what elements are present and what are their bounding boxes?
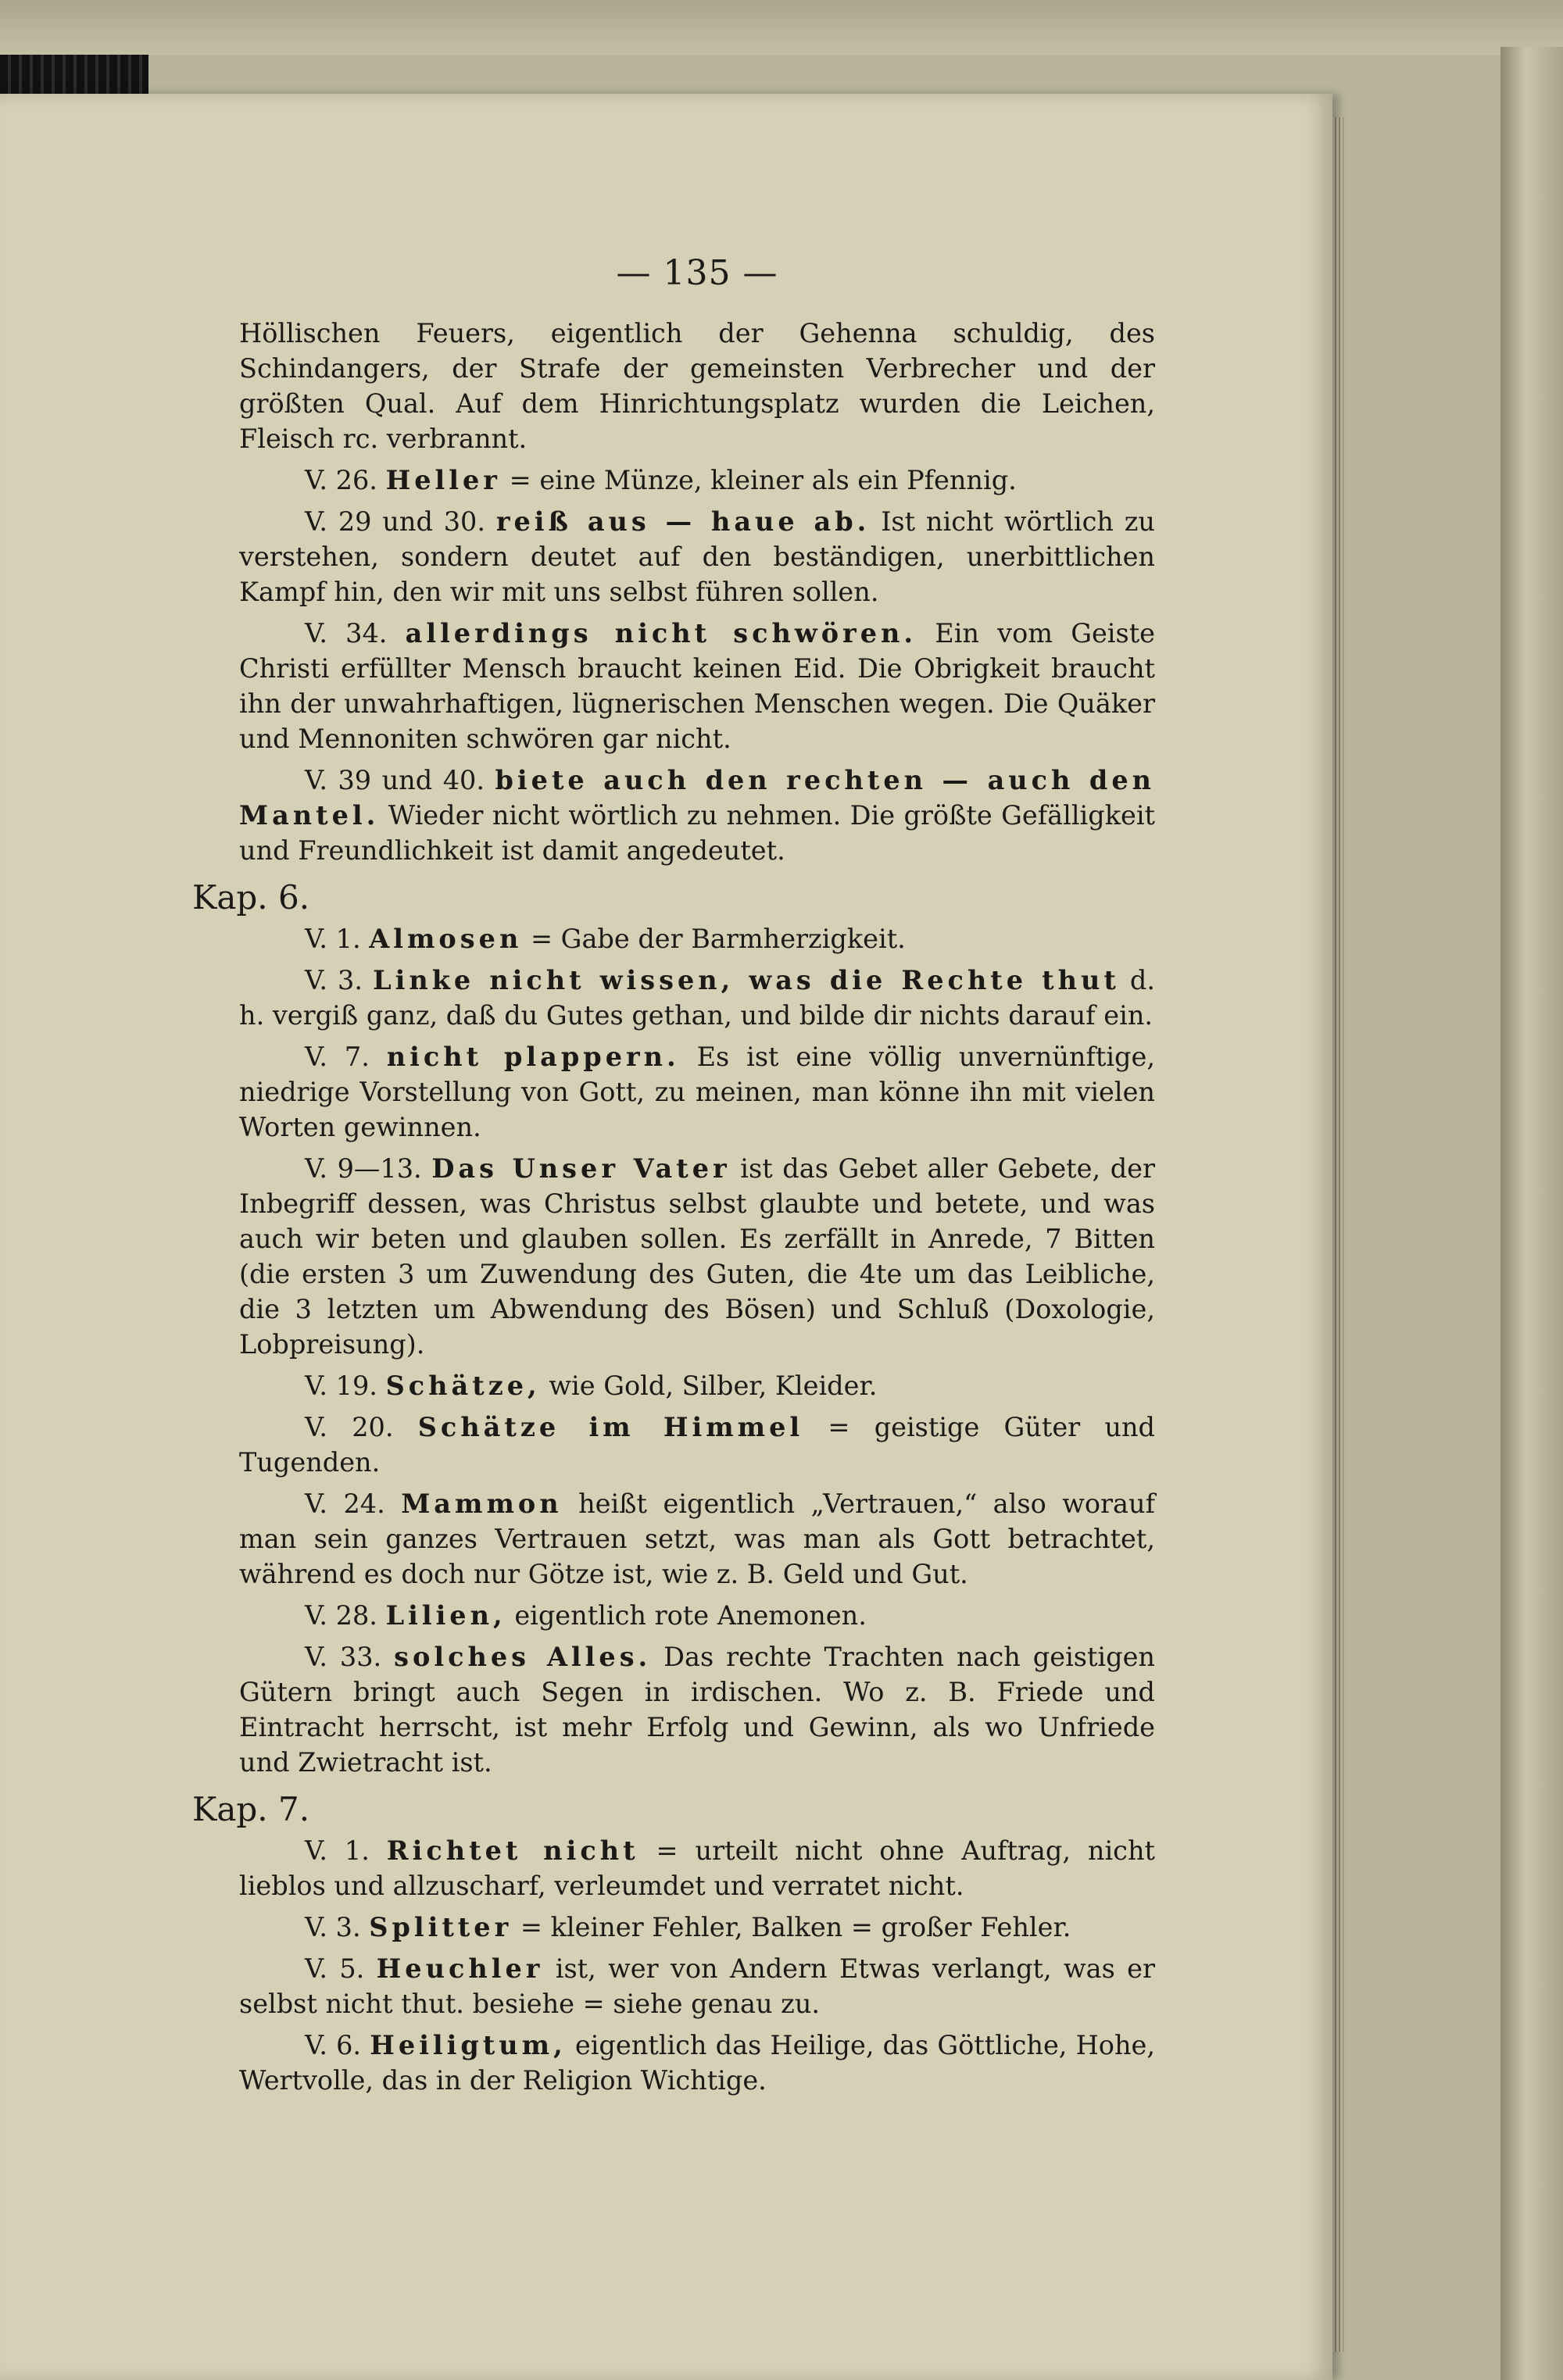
verse-note: V. 1. Almosen = Gabe der Barmherzigkeit.: [305, 924, 906, 954]
verse-note: V. 26. Heller = eine Münze, kleiner als ein Pfennig.: [305, 465, 1017, 495]
verse-note: V. 20. Schätze im Himmel = geistige Güter und Tugenden.: [239, 1412, 1156, 1478]
chapter-heading: Kap. 7.: [192, 1790, 310, 1828]
page-edge: [1332, 117, 1343, 2352]
verse-note: V. 5. Heuchler ist, wer von Andern Etwas verlangt, was er selbst nicht thut. besiehe = siehe genau zu.: [239, 1953, 1155, 2019]
paragraph: Höllischen Feuers, eigentlich der Gehenna schuldig, des Schindangers, der Strafe der gemeinsten Verbrecher und der größten Qual. Auf dem Hinrichtungsplatz wurden die Leichen, Fleisch rc. verbrannt.: [239, 318, 1155, 454]
verse-note: V. 7. nicht plappern. Es ist eine völlig unvernünftige, niedrige Vorstellung von Gott, zu meinen, man könne ihn mit vielen Worten gewinnen.: [239, 1042, 1155, 1142]
page-number: — 135 —: [616, 253, 778, 293]
verse-note: V. 33. solches Alles. Das rechte Trachten nach geistigen Gütern bringt auch Segen in irdischen. Wo z. B. Friede und Eintracht herrscht, ist mehr Erfolg und Gewinn, als wo Unfriede und Zwietracht ist.: [239, 1642, 1155, 1778]
verse-note: V. 1. Richtet nicht = urteilt nicht ohne Auftrag, nicht lieblos und allzuscharf, verleumdet und verratet nicht.: [239, 1835, 1155, 1901]
verse-note: V. 3. Linke nicht wissen, was die Rechte thut d. h. vergiß ganz, daß du Gutes gethan, und bilde dir nichts darauf ein.: [239, 965, 1155, 1031]
verse-note: V. 29 und 30. reiß aus — haue ab. Ist nicht wörtlich zu verstehen, sondern deutet auf den beständigen, unerbittlichen Kampf hin, den wir mit uns selbst führen sollen.: [239, 506, 1155, 607]
book-board: [1500, 47, 1563, 2380]
page-text: [192, 250, 1156, 2104]
verse-note: V. 3. Splitter = kleiner Fehler, Balken = großer Fehler.: [305, 1912, 1071, 1942]
verse-note: V. 19. Schätze, wie Gold, Silber, Kleider.: [305, 1370, 878, 1401]
verse-note: V. 24. Mammon heißt eigentlich „Vertrauen,“ also worauf man sein ganzes Vertrauen setzt, was man als Gott betrachtet, während es doch nur Götze ist, wie z. B. Geld und Gut.: [239, 1488, 1155, 1589]
chapter-heading: Kap. 6.: [192, 878, 310, 917]
verse-note: V. 6. Heiligtum, eigentlich das Heilige, das Göttliche, Hohe, Wertvolle, das in der Religion Wichtige.: [239, 2030, 1156, 2096]
book-cover-edge: [0, 0, 1563, 55]
verse-note: V. 34. allerdings nicht schwören. Ein vom Geiste Christi erfüllter Mensch braucht keinen Eid. Die Obrigkeit braucht ihn der unwahrhaftigen, lügnerischen Menschen wegen. Die Quäker und Mennoniten schwören gar nicht.: [239, 618, 1155, 754]
verse-note: V. 28. Lilien, eigentlich rote Anemonen.: [305, 1600, 867, 1631]
verse-note: V. 9—13. Das Unser Vater ist das Gebet aller Gebete, der Inbegriff dessen, was Christus selbst glaubte und betete, und was auch wir beten und glauben sollen. Es zerfällt in Anrede, 7 Bitten (die ersten 3 um Zuwendung des Guten, die 4te um das Leibliche, die 3 letzten um Abwendung des Bösen) und Schluß (Doxologie, Lobpreisung).: [239, 1153, 1155, 1360]
verse-note: V. 39 und 40. biete auch den rechten — auch den Mantel. Wieder nicht wörtlich zu nehmen. Die größte Gefälligkeit und Freundlichkeit ist damit angedeutet.: [239, 765, 1156, 866]
